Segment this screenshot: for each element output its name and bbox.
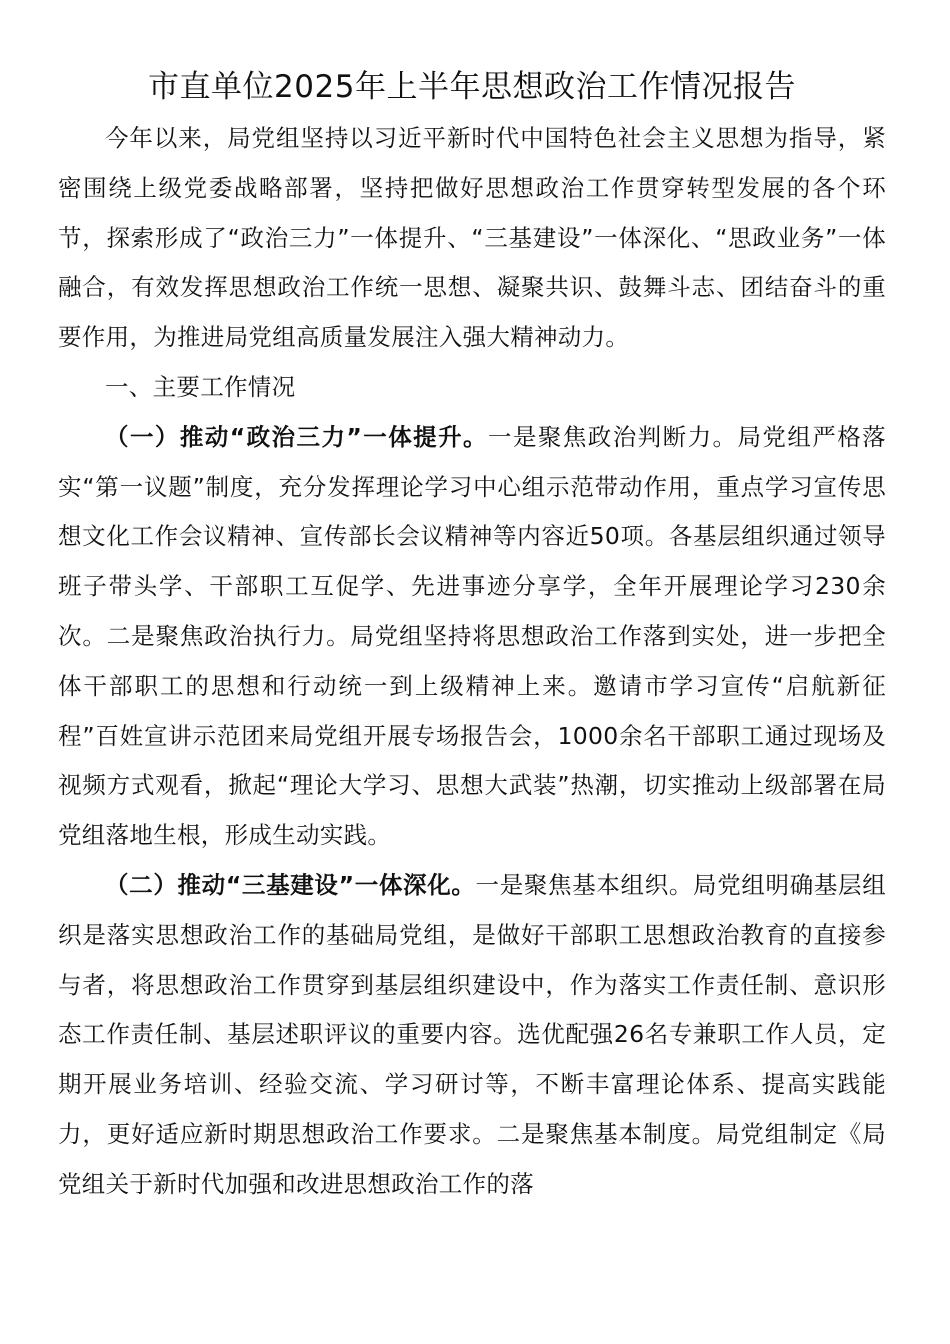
document-title: 市直单位2025年上半年思想政治工作情况报告 <box>148 69 796 105</box>
section-heading-main-work: 一、主要工作情况 <box>105 372 296 401</box>
intro-paragraph: 今年以来，局党组坚持以习近平新时代中国特色社会主义思想为指导，紧密围绕上级党委战略部署，坚持把做好思想政治工作贯穿转型发展的各个环节，探索形成了“政治三力”一体提升、“三基建设”一体深化、“思政业务”一体融合，有效发挥思想政治工作统一思想、凝聚共识、鼓舞斗志、团结奋斗的重要作用，为推进局党组高质量发展注入强大精神动力。 <box>58 124 886 352</box>
subsection-body-political-ability: 一是聚焦政治判断力。局党组严格落实“第一议题”制度，充分发挥理论学习中心组示范带动作用，重点学习宣传思想文化工作会议精神、宣传部长会议精神等内容近50项。各基层组织通过领导班子带头学、干部职工互促学、先进事迹分享学，全年开展理论学习230余次。二是聚焦政治执行力。局党组坚持将思想政治工作落到实处，进一步把全体干部职工的思想和行动统一到上级精神上来。邀请市学习宣传“启航新征程”百姓宣讲示范团来局党组开展专场报告会，1000余名干部职工通过现场及视频方式观看，掀起“理论大学习、思想大武装”热潮，切实推动上级部署在局党组落地生根，形成生动实践。 <box>58 422 886 850</box>
subsection-lead-political-ability: （一）推动“政治三力”一体提升。 <box>105 422 489 451</box>
subsection-paragraph-political-ability <box>58 413 886 861</box>
subsection-lead-three-basics: （二）推动“三基建设”一体深化。 <box>105 870 476 899</box>
subsection-paragraph-three-basics <box>58 861 886 1210</box>
subsection-body-three-basics: 一是聚焦基本组织。局党组明确基层组织是落实思想政治工作的基础局党组，是做好干部职工思想政治教育的直接参与者，将思想政治工作贯穿到基层组织建设中，作为落实工作责任制、意识形态工作责任制、基层述职评议的重要内容。选优配强26名专兼职工作人员，定期开展业务培训、经验交流、学习研讨等，不断丰富理论体系、提高实践能力，更好适应新时期思想政治工作要求。二是聚焦基本制度。局党组制定《局党组关于新时代加强和改进思想政治工作的落 <box>58 870 886 1198</box>
